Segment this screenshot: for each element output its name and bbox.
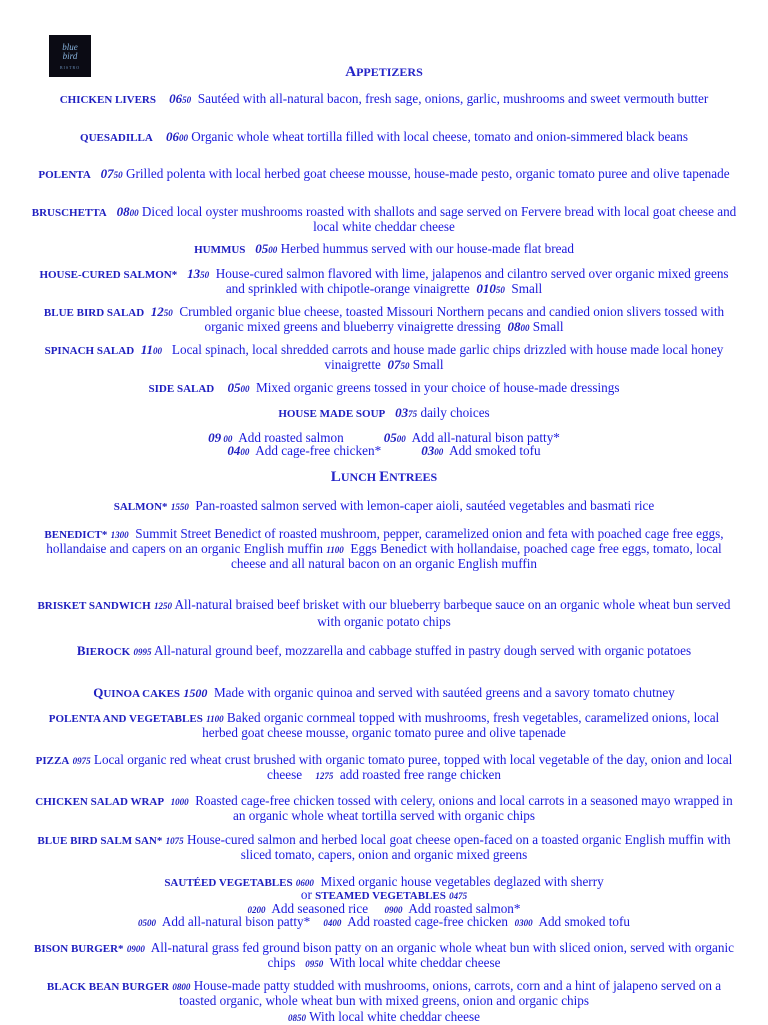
menu-item: BRUSCHETTA 0800 Diced local oyster mushrooms roasted with shallots and sage served on Fervere bread with local goat cheese and local white cheddar cheese xyxy=(31,204,737,234)
appetizers-heading: APPETIZERS xyxy=(345,64,423,80)
menu-item: SIDE SALAD 0500 Mixed organic greens tossed in your choice of house-made dressings xyxy=(148,380,620,395)
menu-item: POLENTA AND VEGETABLES 1100 Baked organic cornmeal topped with mushrooms, fresh vegetables, caramelized onions, local herbed goat cheese mousse, organic tomato puree and olive tapenade xyxy=(48,710,720,740)
menu-item: PIZZA 0975 Local organic red wheat crust brushed with organic tomato puree, topped with local vegetable of the day, onion and local cheese 1275 add roasted free range chicken xyxy=(35,752,733,782)
blue-bird-logo: blue bird BISTRO xyxy=(49,35,91,77)
menu-item: QUESADILLA 0600 Organic whole wheat tortilla filled with local cheese, tomato and onion-simmered black beans xyxy=(80,129,688,144)
menu-item: CHICKEN SALAD WRAP 1000 Roasted cage-free chicken tossed with celery, onions and local carrots in a seasoned mayo wrapped in an organic whole wheat tortilla served with organic chips xyxy=(35,793,733,823)
addon-row: 0500 Add all-natural bison patty* 0400 Add roasted cage-free chicken 0300 Add smoked tofu xyxy=(137,914,631,929)
menu-item: or STEAMED VEGETABLES 0475 xyxy=(300,887,468,902)
menu-item: 0850 With local white cheddar cheese xyxy=(288,1009,480,1024)
menu-item: BIEROCK 0995 All-natural ground beef, mozzarella and cabbage stuffed in pastry dough served with organic potatoes xyxy=(76,643,692,658)
menu-item: POLENTA 0750 Grilled polenta with local herbed goat cheese mousse, house-made pesto, organic tomato puree and olive tapenade xyxy=(38,166,730,181)
menu-item: HUMMUS 0500 Herbed hummus served with our house-made flat bread xyxy=(194,241,574,256)
menu-item: HOUSE-CURED SALMON* 1350 House-cured salmon flavored with lime, jalapenos and cilantro served over organic mixed greens and sprinkled with chipotle-orange vinaigrette 01050 Small xyxy=(39,266,729,296)
menu-item: CHICKEN LIVERS 0650 Sautéed with all-natural bacon, fresh sage, onions, garlic, mushrooms and sweet vermouth butter xyxy=(59,91,709,106)
menu-item: BRISKET SANDWICH 1250 All-natural braised beef brisket with our blueberry barbeque sauce on an organic whole wheat bun served with organic potato chips xyxy=(37,597,731,629)
menu-item: BLUE BIRD SALM SAN* 1075 House-cured salmon and herbed local goat cheese open-faced on a toasted organic English muffin with sliced tomato, capers, onion and organic mixed greens xyxy=(37,832,731,862)
menu-item: HOUSE MADE SOUP 0375 daily choices xyxy=(278,405,490,420)
lunch-entrees-heading: LUNCH ENTREES xyxy=(330,469,438,485)
menu-item: SALMON* 1550 Pan-roasted salmon served with lemon-caper aioli, sautéed vegetables and basmati rice xyxy=(113,498,655,513)
menu-item: SPINACH SALAD 1100 Local spinach, local shredded carrots and house made garlic chips drizzled with house made local honey vinaigrette 0750 Small xyxy=(44,342,724,372)
menu-item: SAUTÉED VEGETABLES 0600 Mixed organic house vegetables deglazed with sherry xyxy=(164,874,604,889)
menu-item: BLUE BIRD SALAD 1250 Crumbled organic blue cheese, toasted Missouri Northern pecans and candied onion slivers tossed with organic mixed greens and blueberry vinaigrette dressing 0800 Small xyxy=(43,304,725,334)
addon-row: 0200 Add seasoned rice 0900 Add roasted salmon* xyxy=(247,901,521,916)
menu-item: QUINOA CAKES 1500 Made with organic quinoa and served with sautéed greens and a savory tomato chutney xyxy=(93,685,675,700)
addon-row: 0400 Add cage-free chicken* 0300 Add smoked tofu xyxy=(227,443,541,458)
menu-item: BENEDICT* 1300 Summit Street Benedict of roasted mushroom, pepper, caramelized onion and feta with poached cage free eggs, hollandaise and capers on an organic English muffin 1100 Eggs Benedict with hollandaise, poached cage free eggs, tomato, local cheese and all natural bacon on an organic English muffin xyxy=(44,526,724,571)
addon-row: 09 00 Add roasted salmon 0500 Add all-natural bison patty* xyxy=(208,430,560,445)
menu-item: BLACK BEAN BURGER 0800 House-made patty studded with mushrooms, onions, carrots, corn and a hint of jalapeno served on a toasted organic, whole wheat bun with mixed greens, onion and organic chips xyxy=(46,978,722,1008)
menu-item: BISON BURGER* 0900 All-natural grass fed ground bison patty on an organic whole wheat bun with sliced onion, served with organic chips 0950 With local white cheddar cheese xyxy=(33,940,734,970)
